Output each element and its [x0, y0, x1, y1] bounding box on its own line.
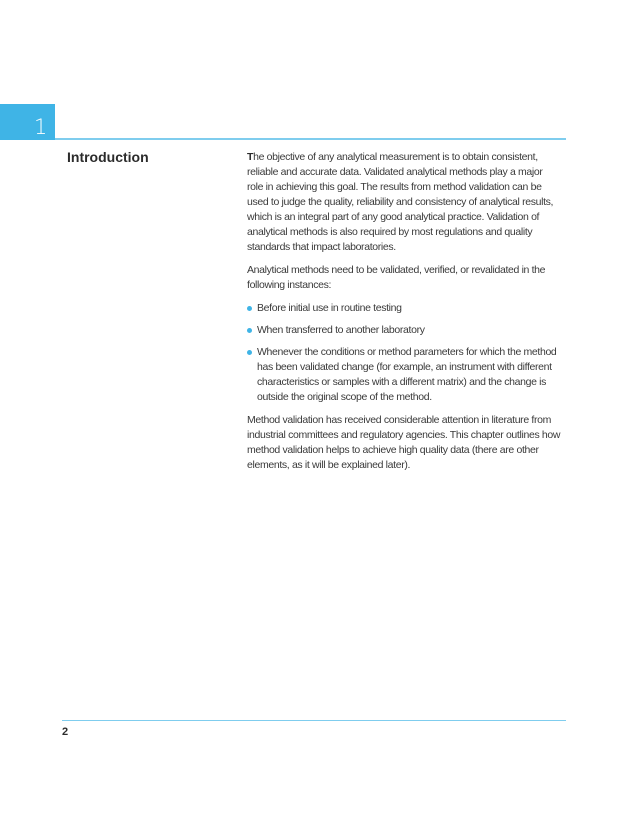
body-text [247, 150, 561, 481]
header-rule [55, 138, 566, 140]
list-item [247, 323, 561, 338]
chapter-tab [0, 104, 55, 140]
bullet-dot-icon [247, 306, 252, 311]
paragraph-intro-text: he objective of any analytical measurement is to obtain consistent, reliable and accurate data. Validated analytical methods play a major role in achieving this goal. The results from method validation can be used to judge the quality, reliability and consistency of analytical results, which is an integral part of any good analytical practice. Validation of analytical methods is also required by most regulations and quality standards that impact laboratories. [247, 151, 554, 253]
page-number: 2 [62, 726, 69, 738]
paragraph-instances: Analytical methods need to be validated, verified, or revalidated in the following instances: [247, 264, 546, 291]
bullet-dot-icon [247, 350, 252, 355]
footer-rule [62, 720, 566, 721]
list-item-text: Before initial use in routine testing [257, 302, 402, 314]
bullet-list [247, 301, 561, 405]
list-item-text: When transferred to another laboratory [257, 324, 425, 336]
chapter-number: 1 [34, 115, 48, 139]
bullet-dot-icon [247, 328, 252, 333]
list-item-text: Whenever the conditions or method parameters for which the method has been validated change (for example, an instrument with different characteristics or samples with a different matrix) and the change is outside the original scope of the method. [257, 346, 557, 403]
paragraph-closing: Method validation has received considerable attention in literature from industrial committees and regulatory agencies. This chapter outlines how method validation helps to achieve high quality data (there are other elements, as it will be explained later). [247, 414, 561, 471]
drop-cap: T [247, 151, 254, 163]
paragraph-intro [247, 150, 561, 255]
section-title: Introduction [67, 149, 149, 165]
list-item [247, 345, 561, 405]
list-item [247, 301, 561, 316]
